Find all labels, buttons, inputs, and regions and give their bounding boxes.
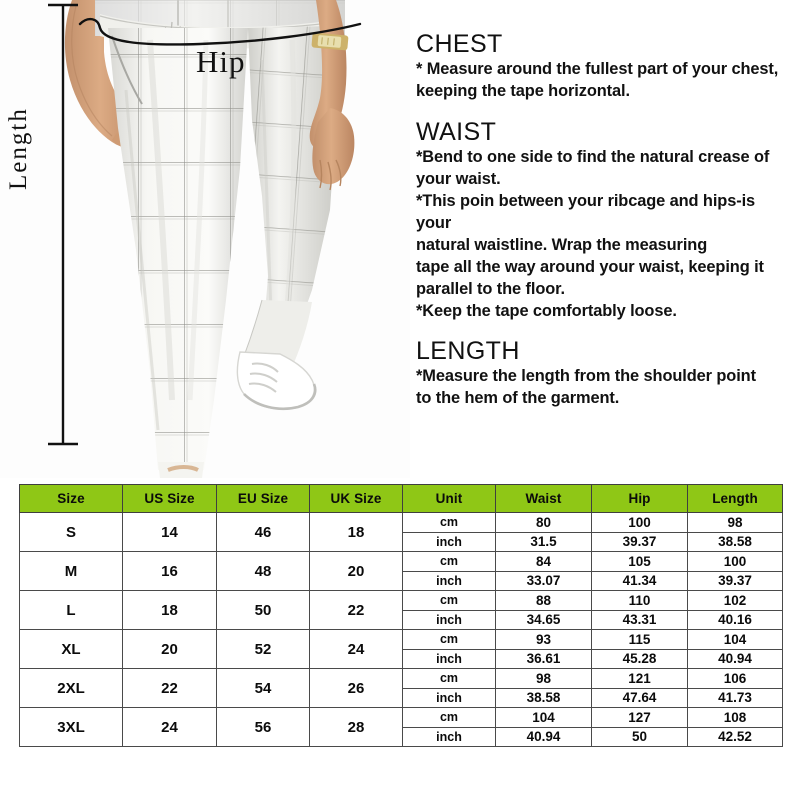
- cell-unit-cm: cm: [403, 513, 496, 533]
- cell-inch-length: 42.52: [688, 727, 783, 747]
- cell-eu-size: 48: [217, 552, 310, 591]
- cell-unit-cm: cm: [403, 591, 496, 611]
- size-table-body: [20, 513, 783, 747]
- waist-line-1: *Bend to one side to find the natural crease of: [416, 147, 770, 166]
- cell-cm-length: 108: [688, 708, 783, 728]
- table-row: [20, 708, 783, 728]
- instruction-section-chest: [416, 30, 792, 103]
- measurement-instructions: [416, 30, 792, 410]
- cell-cm-length: 102: [688, 591, 783, 611]
- cell-us-size: 14: [123, 513, 217, 552]
- cell-inch-waist: 36.61: [496, 649, 592, 669]
- cell-inch-waist: 38.58: [496, 688, 592, 708]
- waist-line-4: natural waistline. Wrap the measuring: [416, 235, 708, 254]
- chest-line-1: * Measure around the fullest part of your chest,: [416, 60, 779, 78]
- waist-line-3: *This poin between your ribcage and hips-is your: [416, 191, 756, 232]
- cell-unit-cm: cm: [403, 552, 496, 572]
- cell-eu-size: 52: [217, 630, 310, 669]
- cell-cm-length: 98: [688, 513, 783, 533]
- col-header-us: US Size: [123, 485, 217, 513]
- cell-inch-length: 39.37: [688, 571, 783, 591]
- cell-unit-inch: inch: [403, 571, 496, 591]
- cell-inch-waist: 31.5: [496, 532, 592, 552]
- cell-cm-waist: 98: [496, 669, 592, 689]
- cell-uk-size: 28: [310, 708, 403, 747]
- table-row: [20, 513, 783, 533]
- cell-unit-cm: cm: [403, 669, 496, 689]
- cell-size: M: [20, 552, 123, 591]
- col-header-unit: Unit: [403, 485, 496, 513]
- cell-inch-hip: 43.31: [592, 610, 688, 630]
- cell-eu-size: 56: [217, 708, 310, 747]
- cell-uk-size: 20: [310, 552, 403, 591]
- table-header-row: [20, 485, 783, 513]
- length-label: [5, 150, 33, 190]
- cell-unit-inch: inch: [403, 610, 496, 630]
- cell-inch-hip: 50: [592, 727, 688, 747]
- size-table-header: [20, 485, 783, 513]
- table-row: [20, 591, 783, 611]
- cell-inch-hip: 39.37: [592, 532, 688, 552]
- length-line-2: to the hem of the garment.: [416, 388, 620, 407]
- cell-us-size: 18: [123, 591, 217, 630]
- cell-cm-waist: 93: [496, 630, 592, 650]
- cell-size: S: [20, 513, 123, 552]
- col-header-uk: UK Size: [310, 485, 403, 513]
- cell-cm-waist: 88: [496, 591, 592, 611]
- cell-size: 3XL: [20, 708, 123, 747]
- cell-unit-inch: inch: [403, 649, 496, 669]
- cell-cm-waist: 104: [496, 708, 592, 728]
- cell-uk-size: 26: [310, 669, 403, 708]
- cell-unit-inch: inch: [403, 532, 496, 552]
- table-row: [20, 669, 783, 689]
- cell-us-size: 20: [123, 630, 217, 669]
- cell-unit-inch: inch: [403, 727, 496, 747]
- col-header-hip: Hip: [592, 485, 688, 513]
- waist-line-7: *Keep the tape comfortably loose.: [416, 301, 677, 320]
- waist-line-2: your waist.: [416, 169, 501, 188]
- cell-cm-length: 104: [688, 630, 783, 650]
- cell-eu-size: 54: [217, 669, 310, 708]
- cell-inch-hip: 45.28: [592, 649, 688, 669]
- cell-cm-length: 100: [688, 552, 783, 572]
- length-heading: LENGTH: [416, 336, 520, 365]
- cell-inch-length: 40.94: [688, 649, 783, 669]
- cell-inch-waist: 34.65: [496, 610, 592, 630]
- cell-cm-hip: 127: [592, 708, 688, 728]
- cell-uk-size: 22: [310, 591, 403, 630]
- cell-us-size: 16: [123, 552, 217, 591]
- size-table: [19, 484, 783, 747]
- cell-size: XL: [20, 630, 123, 669]
- product-photo: [0, 0, 410, 478]
- cell-cm-hip: 110: [592, 591, 688, 611]
- cell-inch-waist: 40.94: [496, 727, 592, 747]
- cell-cm-waist: 84: [496, 552, 592, 572]
- cell-unit-cm: cm: [403, 630, 496, 650]
- col-header-eu: EU Size: [217, 485, 310, 513]
- chest-line-2: keeping the tape horizontal.: [416, 81, 630, 100]
- cell-inch-waist: 33.07: [496, 571, 592, 591]
- cell-us-size: 24: [123, 708, 217, 747]
- cell-inch-length: 41.73: [688, 688, 783, 708]
- cell-size: L: [20, 591, 123, 630]
- chest-body: [416, 59, 792, 103]
- cell-inch-length: 40.16: [688, 610, 783, 630]
- col-header-size: Size: [20, 485, 123, 513]
- cell-cm-hip: 100: [592, 513, 688, 533]
- cell-inch-hip: 47.64: [592, 688, 688, 708]
- table-row: [20, 630, 783, 650]
- waist-body: [416, 147, 792, 323]
- table-row: [20, 552, 783, 572]
- instruction-section-length: [416, 337, 792, 410]
- waist-line-6: parallel to the floor.: [416, 279, 565, 298]
- cell-eu-size: 46: [217, 513, 310, 552]
- cell-unit-inch: inch: [403, 688, 496, 708]
- cell-inch-hip: 41.34: [592, 571, 688, 591]
- col-header-waist: Waist: [496, 485, 592, 513]
- size-table-container: [19, 484, 782, 747]
- hip-label: Hip: [196, 44, 246, 79]
- cell-eu-size: 50: [217, 591, 310, 630]
- cell-inch-length: 38.58: [688, 532, 783, 552]
- waist-heading: WAIST: [416, 117, 497, 146]
- cell-uk-size: 24: [310, 630, 403, 669]
- cell-cm-hip: 105: [592, 552, 688, 572]
- cell-cm-hip: 115: [592, 630, 688, 650]
- length-line-1: *Measure the length from the shoulder point: [416, 366, 756, 385]
- cell-us-size: 22: [123, 669, 217, 708]
- instruction-section-waist: [416, 118, 792, 323]
- cell-size: 2XL: [20, 669, 123, 708]
- cell-cm-waist: 80: [496, 513, 592, 533]
- chest-heading: CHEST: [416, 30, 503, 58]
- col-header-length: Length: [688, 485, 783, 513]
- cell-unit-cm: cm: [403, 708, 496, 728]
- length-body: [416, 366, 792, 410]
- waist-line-5: tape all the way around your waist, keeping it: [416, 257, 764, 276]
- cell-uk-size: 18: [310, 513, 403, 552]
- cell-cm-length: 106: [688, 669, 783, 689]
- cell-cm-hip: 121: [592, 669, 688, 689]
